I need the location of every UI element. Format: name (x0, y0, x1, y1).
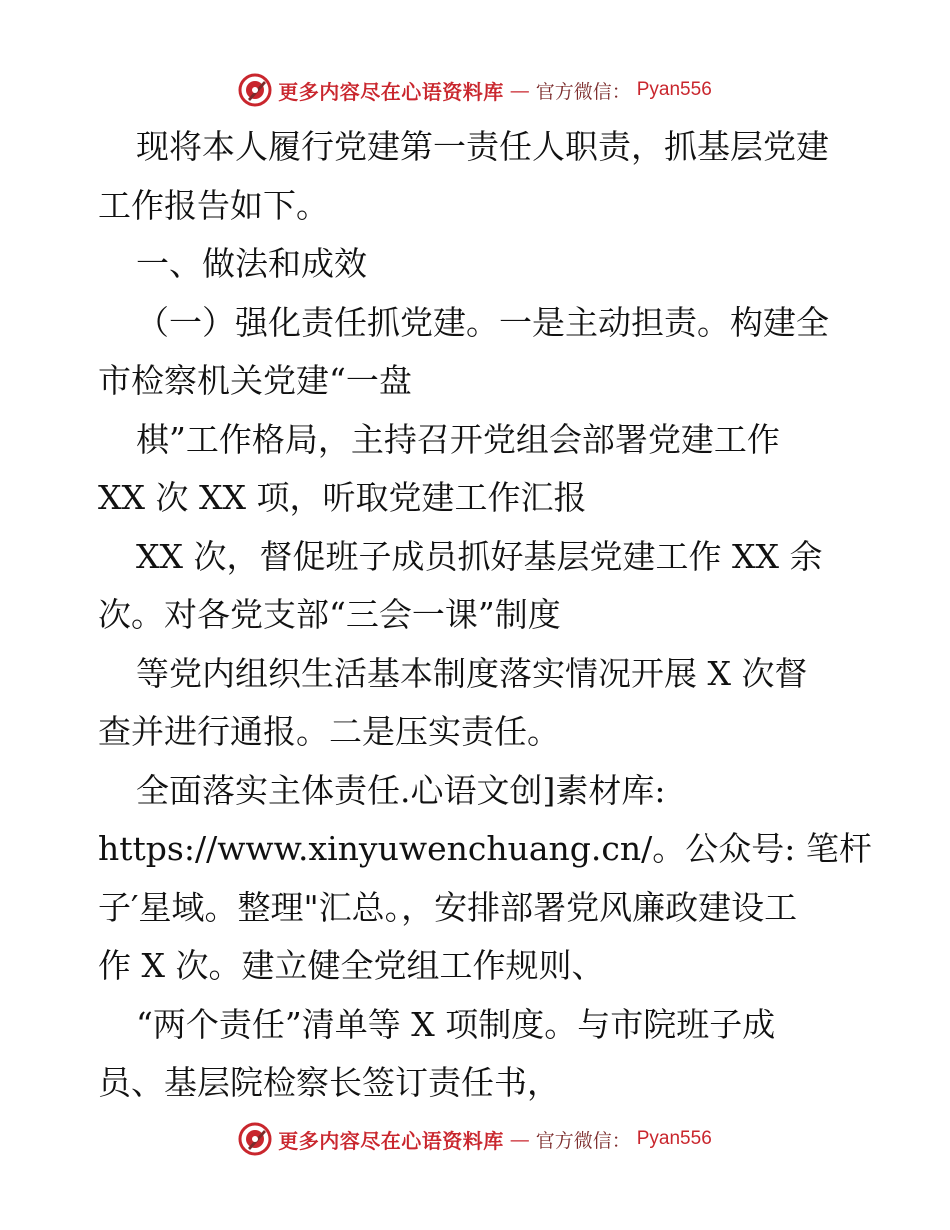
text-line: 全面落实主体责任.心语文创]素材库: (136, 770, 666, 810)
text-line: （一）强化责任抓党建。一是主动担责。构建全 (136, 302, 829, 342)
text-line: XX 次，督促班子成员抓好基层党建工作 XX 余 (136, 536, 823, 576)
banner-brand-text: 更多内容尽在心语资料库 (278, 1128, 504, 1153)
banner-separator: — (509, 78, 530, 102)
document-body (98, 118, 872, 1113)
banner-wechat-label: 官方微信： (535, 1129, 631, 1152)
banner-wechat-id: Pyan556 (636, 1128, 712, 1149)
brand-logo-icon (238, 73, 272, 107)
text-line: 子′星域。整理"汇总。，安排部署党风廉政建设工 (98, 887, 798, 927)
text-line: 市检察机关党建“一盘 (98, 361, 412, 400)
text-line: 次。对各党支部“三会一课”制度 (98, 595, 561, 634)
text-line: XX 次 XX 项，听取党建工作汇报 (98, 478, 587, 517)
text-line: 现将本人履行党建第一责任人职责，抓基层党建 (136, 127, 829, 166)
brand-logo-icon (238, 1122, 272, 1156)
text-line: 等党内组织生活基本制度落实情况开展 X 次督 (136, 653, 808, 693)
header-banner (0, 70, 950, 110)
text-line: https://www.xinyuwenchuang.cn/。公众号: 笔杆 (98, 829, 872, 868)
section-heading: 一、做法和成效 (136, 244, 367, 283)
text-line: 作 X 次。建立健全党组工作规则、 (98, 946, 605, 985)
banner-wechat-id: Pyan556 (636, 79, 712, 100)
banner-separator: — (509, 1127, 530, 1151)
banner-brand-text: 更多内容尽在心语资料库 (278, 79, 504, 104)
footer-banner (0, 1119, 950, 1159)
text-line: 工作报告如下。 (98, 185, 329, 225)
text-line: 棋”工作格局，主持召开党组会部署党建工作 (136, 419, 780, 459)
text-line: 查并进行通报。二是压实责任。 (98, 712, 560, 751)
text-line: “两个责任”清单等 X 项制度。与市院班子成 (136, 1004, 776, 1044)
banner-wechat-label: 官方微信： (535, 80, 631, 103)
text-line: 员、基层院检察长签订责任书， (98, 1063, 560, 1102)
